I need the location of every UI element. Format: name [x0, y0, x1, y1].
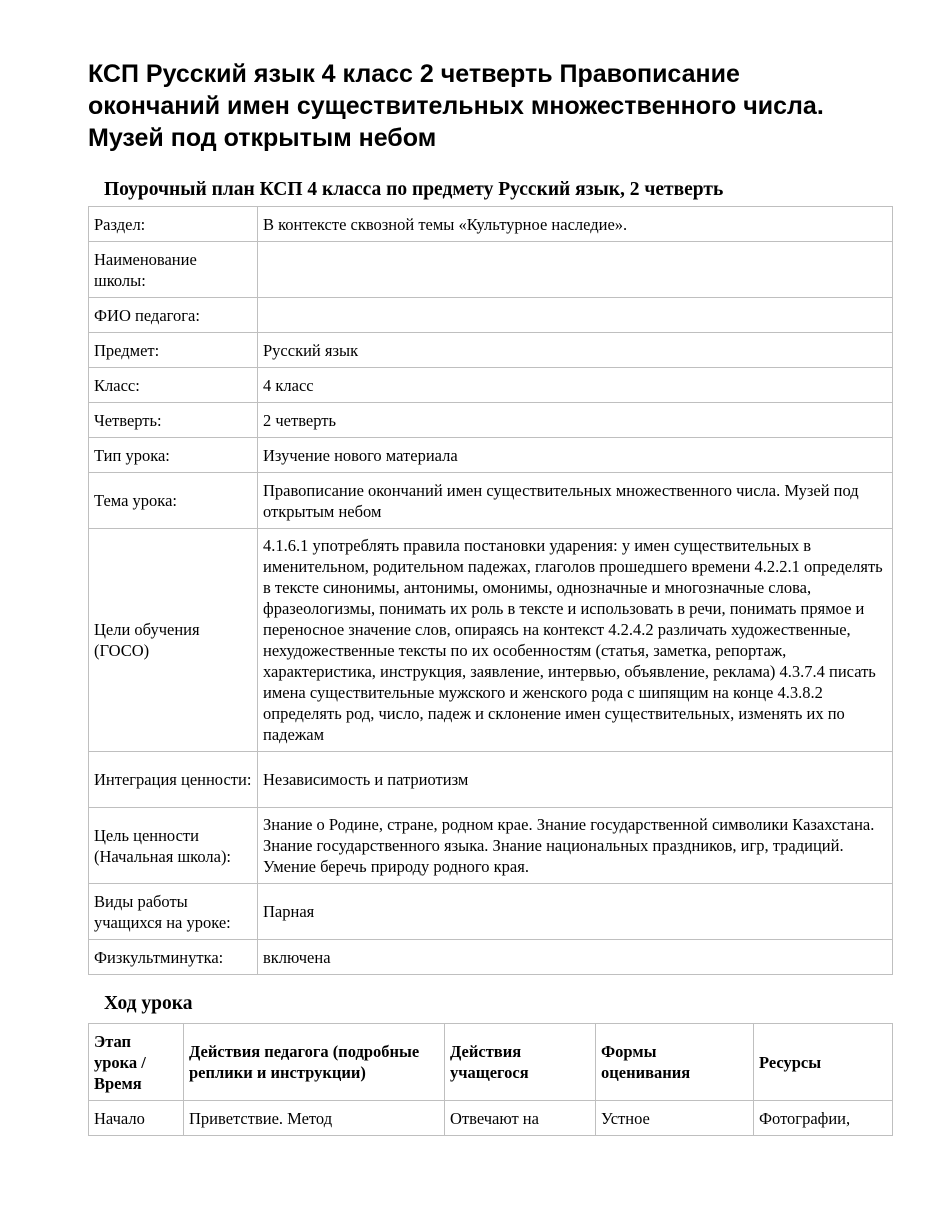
info-label: Предмет: [89, 333, 258, 368]
info-value: Независимость и патриотизм [258, 752, 893, 808]
lesson-flow-table [88, 1023, 893, 1136]
info-row-quarter [89, 403, 893, 438]
info-label: Интеграция ценности: [89, 752, 258, 808]
info-label: Тип урока: [89, 438, 258, 473]
info-label: Цели обучения (ГОСО) [89, 529, 258, 752]
info-label: Цель ценности (Начальная школа): [89, 808, 258, 884]
info-row-work-types [89, 884, 893, 940]
document-page [88, 58, 893, 1136]
column-header-assessment: Формы оценивания [596, 1024, 754, 1101]
info-row-lesson-type [89, 438, 893, 473]
info-value: 4 класс [258, 368, 893, 403]
info-row-value-integration [89, 752, 893, 808]
info-value: Правописание окончаний имен существительных множественного числа. Музей под открытым небом [258, 473, 893, 529]
info-row-learning-goals [89, 529, 893, 752]
table-row [89, 1101, 893, 1136]
info-row-value-goal [89, 808, 893, 884]
document-title: КСП Русский язык 4 класс 2 четверть Правописание окончаний имен существительных множественного числа. Музей под открытым небом [88, 60, 824, 152]
info-row-school [89, 242, 893, 298]
lesson-flow-header-row [89, 1024, 893, 1101]
info-value: 4.1.6.1 употреблять правила постановки ударения: у имен существительных в именительном, родительном падежах, глаголов прошедшего времени 4.2.2.1 определять в тексте синонимы, антонимы, омонимы, однозначные и многозначные слова, фразеологизмы, понимать их роль в тексте и использовать в речи, понимать прямое и переносное значение слов, опираясь на контекст 4.2.4.2 различать художественные, нехудожественные тексты по их особенностям (статья, заметка, репортаж, характеристика, инструкция, заявление, интервью, объявление, реклама) 4.3.7.4 писать имена существительные мужского и женского рода с шипящим на конце 4.3.8.2 определять род, число, падеж и склонение имен существительных, изменять их по падежам [258, 529, 893, 752]
table-cell: Отвечают на [445, 1101, 596, 1136]
info-value: 2 четверть [258, 403, 893, 438]
table-cell: Устное [596, 1101, 754, 1136]
info-label: Раздел: [89, 207, 258, 242]
table-cell: Начало [89, 1101, 184, 1136]
table-cell: Фотографии, [754, 1101, 893, 1136]
info-label: ФИО педагога: [89, 298, 258, 333]
lesson-flow-heading: Ход урока [104, 993, 193, 1014]
info-value [258, 242, 893, 298]
info-label: Физкультминутка: [89, 940, 258, 975]
column-header-teacher-actions: Действия педагога (подробные реплики и инструкции) [184, 1024, 445, 1101]
lesson-info-table [88, 206, 893, 975]
info-row-teacher [89, 298, 893, 333]
info-row-subject [89, 333, 893, 368]
column-header-student-actions: Действия учащегося [445, 1024, 596, 1101]
info-label: Тема урока: [89, 473, 258, 529]
table-cell: Приветствие. Метод [184, 1101, 445, 1136]
info-value: Парная [258, 884, 893, 940]
info-row-grade [89, 368, 893, 403]
info-value: Изучение нового материала [258, 438, 893, 473]
column-header-stage: Этап урока / Время [89, 1024, 184, 1101]
info-label: Виды работы учащихся на уроке: [89, 884, 258, 940]
info-row-lesson-topic [89, 473, 893, 529]
info-label: Класс: [89, 368, 258, 403]
info-value: Знание о Родине, стране, родном крае. Знание государственной символики Казахстана. Знание государственного языка. Знание национальных праздников, игр, традиций. Умение беречь природу родного края. [258, 808, 893, 884]
info-row-section [89, 207, 893, 242]
info-value: Русский язык [258, 333, 893, 368]
info-value [258, 298, 893, 333]
plan-heading: Поурочный план КСП 4 класса по предмету Русский язык, 2 четверть [104, 179, 724, 200]
info-label: Наименование школы: [89, 242, 258, 298]
info-row-physical-break [89, 940, 893, 975]
column-header-resources: Ресурсы [754, 1024, 893, 1101]
info-label: Четверть: [89, 403, 258, 438]
info-value: В контексте сквозной темы «Культурное наследие». [258, 207, 893, 242]
info-value: включена [258, 940, 893, 975]
